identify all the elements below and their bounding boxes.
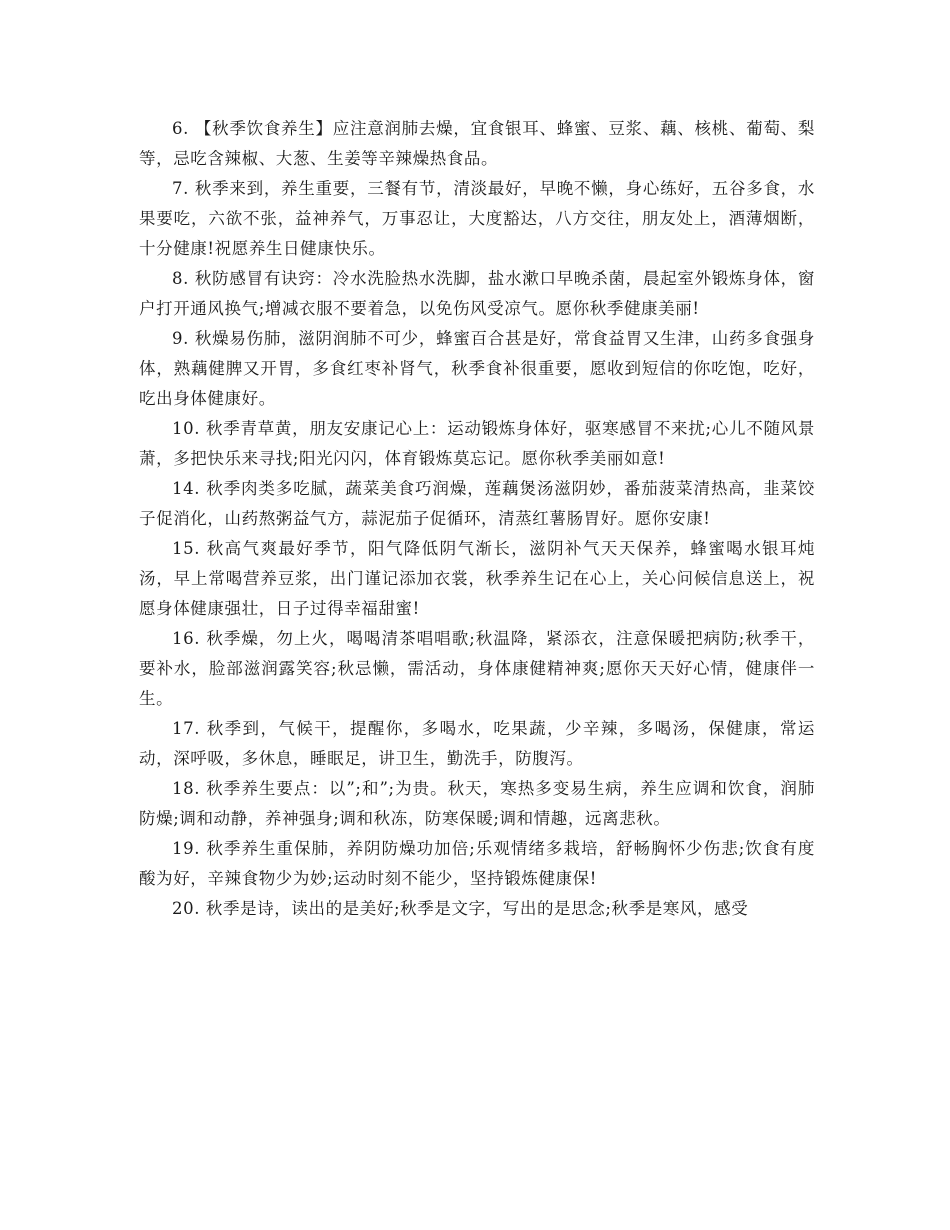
paragraph-16: 16. 秋季燥，勿上火，喝喝清茶唱唱歌;秋温降，紧添衣，注意保暖把病防;秋季干，要补水，脸部滋润露笑容;秋忌懒，需活动，身体康健精神爽;愿你天天好心情，健康伴一生。 bbox=[139, 629, 815, 708]
paragraph-17: 17. 秋季到，气候干，提醒你，多喝水，吃果蔬，少辛辣，多喝汤，保健康，常运动，深呼吸，多休息，睡眠足，讲卫生，勤洗手，防腹泻。 bbox=[139, 719, 815, 768]
paragraph-19: 19. 秋季养生重保肺，养阴防燥功加倍;乐观情绪多栽培，舒畅胸怀少伤悲;饮食有度酸为好，辛辣食物少为妙;运动时刻不能少，坚持锻炼健康保! bbox=[139, 839, 815, 888]
paragraph-10: 10. 秋季青草黄，朋友安康记心上：运动锻炼身体好，驱寒感冒不来扰;心儿不随风景萧，多把快乐来寻找;阳光闪闪，体育锻炼莫忘记。愿你秋季美丽如意! bbox=[139, 419, 815, 468]
paragraph-15: 15. 秋高气爽最好季节，阳气降低阴气渐长，滋阴补气天天保养，蜂蜜喝水银耳炖汤，早上常喝营养豆浆，出门谨记添加衣裳，秋季养生记在心上，关心问候信息送上，祝愿身体健康强壮，日子过得幸福甜蜜! bbox=[139, 539, 815, 618]
paragraph-8: 8. 秋防感冒有诀窍：冷水洗脸热水洗脚，盐水漱口早晚杀菌，晨起室外锻炼身体，窗户打开通风换气;增减衣服不要着急，以免伤风受凉气。愿你秋季健康美丽! bbox=[139, 269, 815, 318]
paragraph-9: 9. 秋燥易伤肺，滋阴润肺不可少，蜂蜜百合甚是好，常食益胃又生津，山药多食强身体，熟藕健脾又开胃，多食红枣补肾气，秋季食补很重要，愿收到短信的你吃饱，吃好，吃出身体健康好。 bbox=[139, 329, 815, 408]
document-body bbox=[139, 114, 815, 924]
paragraph-20: 20. 秋季是诗，读出的是美好;秋季是文字，写出的是思念;秋季是寒风，感受 bbox=[172, 899, 749, 918]
paragraph-14: 14. 秋季肉类多吃腻，蔬菜美食巧润燥，莲藕煲汤滋阴妙，番茄菠菜清热高，韭菜饺子促消化，山药熬粥益气方，蒜泥茄子促循环，清蒸红薯肠胃好。愿你安康! bbox=[139, 479, 815, 528]
paragraph-18: 18. 秋季养生要点：以”;和”;为贵。秋天，寒热多变易生病，养生应调和饮食，润肺防燥;调和动静，养神强身;调和秋冻，防寒保暖;调和情趣，远离悲秋。 bbox=[139, 779, 815, 828]
paragraph-7: 7. 秋季来到，养生重要，三餐有节，清淡最好，早晚不懒，身心练好，五谷多食，水果要吃，六欲不张，益神养气，万事忍让，大度豁达，八方交往，朋友处上，酒薄烟断，十分健康!祝愿养生日健康快乐。 bbox=[139, 179, 815, 258]
paragraph-6: 6. 【秋季饮食养生】应注意润肺去燥，宜食银耳、蜂蜜、豆浆、藕、核桃、葡萄、梨等，忌吃含辣椒、大葱、生姜等辛辣燥热食品。 bbox=[139, 119, 815, 168]
